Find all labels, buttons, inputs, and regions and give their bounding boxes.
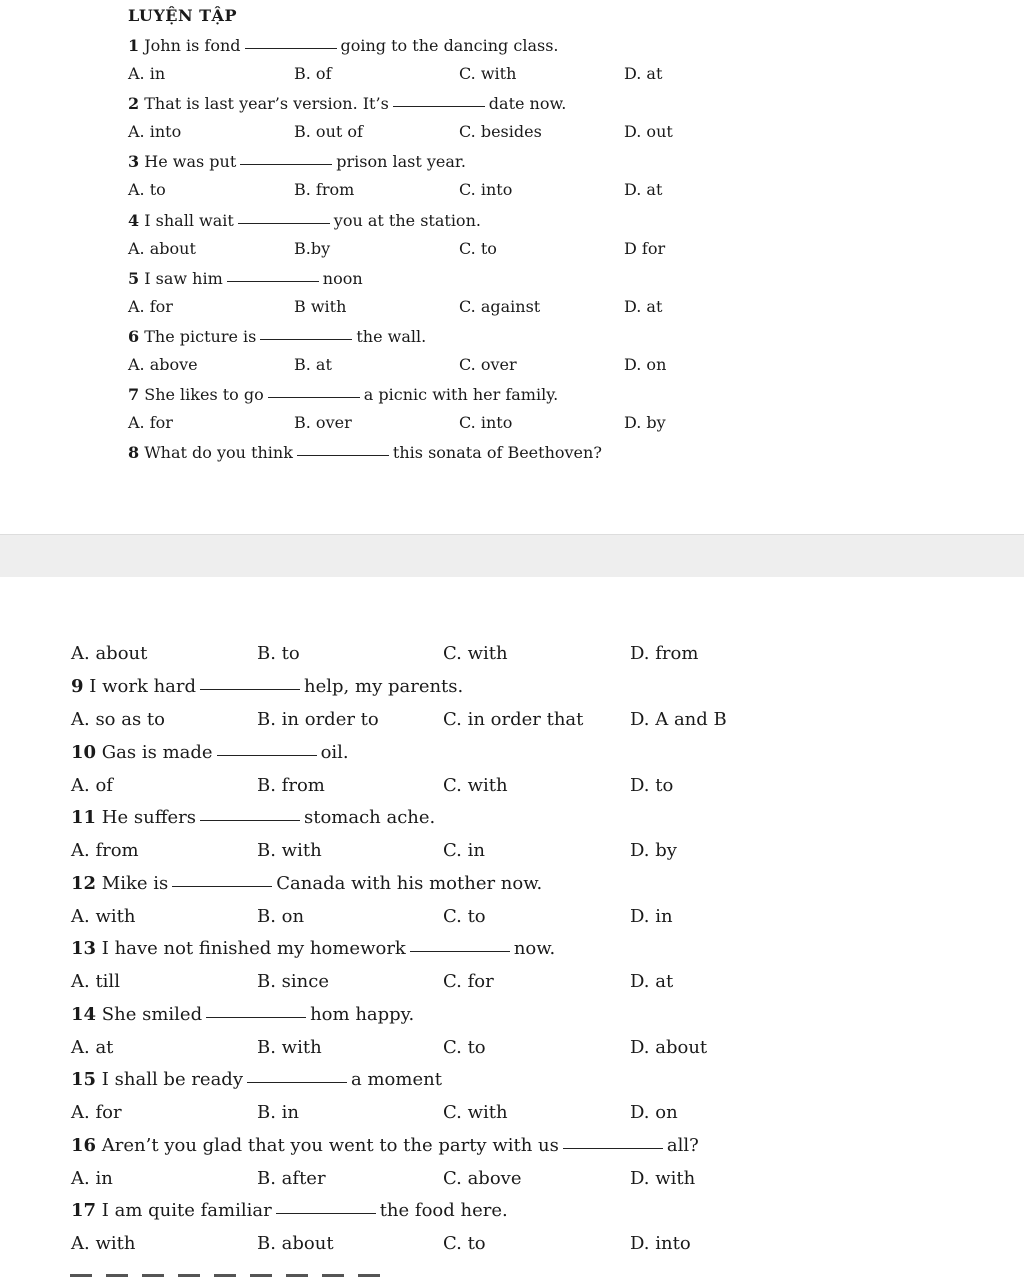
question-text-after: hom happy.	[310, 1003, 415, 1025]
question-text-before: Aren’t you glad that you went to the party with us	[101, 1134, 559, 1156]
question-number: 9	[71, 676, 84, 697]
question-number: 13	[71, 938, 97, 959]
question-text-before: I saw him	[144, 268, 223, 288]
answer-blank	[247, 1081, 347, 1083]
option-15-d: D. on	[630, 1102, 678, 1123]
question-text-after: now.	[513, 938, 556, 959]
question-text-before: I shall wait	[144, 210, 234, 230]
question-text-before: That is last year’s version. It’s	[144, 94, 389, 114]
question-12	[71, 873, 542, 894]
option-1-c: C. with	[459, 64, 517, 83]
answer-blank	[260, 338, 352, 340]
option-13-c: C. for	[443, 971, 494, 992]
question-text-after: the wall.	[356, 327, 427, 346]
answer-blank	[410, 950, 510, 952]
option-2-c: C. besides	[459, 122, 542, 142]
option-8-d: D. from	[630, 643, 699, 664]
question-text-before: John is fond	[144, 36, 241, 55]
option-17-d: D. into	[630, 1233, 691, 1254]
option-10-a: A. of	[71, 774, 113, 796]
option-13-d: D. at	[630, 971, 674, 992]
option-2-b: B. out of	[294, 122, 363, 142]
question-number: 15	[71, 1069, 97, 1090]
option-13-b: B. since	[257, 971, 329, 992]
option-12-d: D. in	[630, 905, 673, 927]
option-16-d: D. with	[630, 1167, 696, 1189]
option-11-b: B. with	[257, 840, 322, 861]
option-4-a: A. about	[128, 238, 196, 258]
option-15-a: A. for	[71, 1102, 122, 1123]
question-number: 1	[128, 36, 140, 55]
option-4-d: D for	[624, 238, 666, 258]
option-11-a: A. from	[71, 840, 139, 861]
option-14-d: D. about	[630, 1036, 708, 1058]
question-text-after: going to the dancing class.	[340, 36, 559, 55]
option-14-c: C. to	[443, 1036, 486, 1058]
answer-blank	[200, 819, 300, 821]
option-10-c: C. with	[443, 774, 508, 796]
question-11	[71, 807, 435, 828]
question-number: 6	[128, 327, 140, 346]
question-3	[128, 152, 466, 171]
answer-blank	[227, 280, 319, 282]
question-9	[71, 676, 463, 697]
worksheet-page-2	[0, 577, 1024, 1280]
question-number: 2	[128, 94, 140, 114]
question-number: 4	[128, 210, 140, 230]
option-7-c: C. into	[459, 413, 513, 433]
option-1-d: D. at	[624, 64, 663, 83]
question-text-before: Gas is made	[101, 741, 213, 763]
question-number: 8	[128, 443, 140, 463]
option-12-a: A. with	[71, 905, 136, 927]
question-2	[128, 94, 566, 113]
option-17-a: A. with	[71, 1233, 136, 1254]
question-7	[128, 385, 558, 404]
option-7-d: D. by	[624, 413, 666, 433]
question-number: 7	[128, 385, 140, 405]
question-text-before: Mike is	[101, 872, 169, 894]
answer-blank	[297, 454, 389, 456]
question-number: 14	[71, 1003, 97, 1025]
option-5-d: D. at	[624, 296, 663, 316]
option-9-c: C. in order that	[443, 709, 584, 730]
option-9-d: D. A and B	[630, 709, 727, 730]
option-10-b: B. from	[257, 774, 325, 796]
question-6	[128, 327, 426, 346]
option-10-d: D. to	[630, 774, 674, 796]
option-3-c: C. into	[459, 180, 513, 200]
answer-blank	[240, 163, 332, 165]
answer-blank	[200, 688, 300, 690]
question-5	[128, 269, 363, 288]
answer-blank	[238, 222, 330, 224]
question-text-after: help, my parents.	[304, 676, 464, 697]
question-text-after: stomach ache.	[303, 807, 436, 828]
question-text-after: date now.	[488, 94, 567, 114]
option-14-b: B. with	[257, 1036, 322, 1058]
option-11-d: D. by	[630, 840, 677, 861]
question-16	[71, 1135, 699, 1156]
question-1	[128, 36, 558, 55]
question-text-before: She likes to go	[144, 385, 264, 405]
option-15-b: B. in	[257, 1102, 300, 1123]
question-text-after: you at the station.	[333, 210, 481, 230]
question-text-before: I shall be ready	[101, 1069, 244, 1090]
option-6-a: A. above	[128, 355, 198, 374]
question-14	[71, 1004, 414, 1025]
option-7-b: B. over	[294, 413, 352, 433]
question-text-after: this sonata of Beethoven?	[392, 443, 602, 463]
option-1-a: A. in	[128, 64, 166, 83]
answer-blank	[206, 1016, 306, 1018]
answer-blank	[276, 1212, 376, 1214]
question-text-after: a picnic with her family.	[363, 385, 559, 405]
option-8-a: A. about	[71, 643, 148, 664]
option-4-c: C. to	[459, 238, 497, 258]
option-4-b: B.by	[294, 238, 331, 258]
option-2-a: A. into	[128, 122, 182, 142]
option-3-a: A. to	[128, 180, 166, 200]
question-15	[71, 1069, 442, 1090]
question-text-after: Canada with his mother now.	[276, 872, 543, 894]
option-11-c: C. in	[443, 840, 485, 861]
page-separator	[0, 534, 1024, 578]
option-16-c: C. above	[443, 1167, 522, 1189]
cut-off-next-line	[70, 1274, 430, 1282]
option-5-a: A. for	[128, 296, 173, 316]
question-text-before: She smiled	[101, 1003, 203, 1025]
option-17-c: C. to	[443, 1233, 486, 1254]
answer-blank	[563, 1147, 663, 1149]
question-number: 3	[128, 152, 140, 172]
answer-blank	[393, 105, 485, 107]
worksheet-page-1	[0, 0, 1024, 534]
option-9-a: A. so as to	[71, 709, 165, 730]
question-text-before: What do you think	[144, 443, 293, 463]
option-12-b: B. on	[257, 905, 305, 927]
option-17-b: B. about	[257, 1233, 334, 1254]
question-text-before: I have not finished my homework	[101, 938, 406, 959]
option-9-b: B. in order to	[257, 709, 379, 730]
option-6-d: D. on	[624, 355, 667, 374]
option-6-b: B. at	[294, 355, 332, 374]
option-16-b: B. after	[257, 1167, 326, 1189]
option-2-d: D. out	[624, 122, 673, 142]
worksheet-title: LUYỆN TẬP	[128, 6, 237, 25]
question-text-after: all?	[666, 1134, 699, 1156]
option-13-a: A. till	[71, 971, 120, 992]
question-text-before: He was put	[144, 152, 237, 172]
question-text-after: prison last year.	[336, 152, 466, 172]
question-text-after: oil.	[320, 741, 349, 763]
question-text-before: I work hard	[89, 676, 197, 697]
option-14-a: A. at	[71, 1036, 114, 1058]
answer-blank	[172, 885, 272, 887]
option-7-a: A. for	[128, 413, 173, 433]
option-15-c: C. with	[443, 1102, 508, 1123]
question-number: 10	[71, 741, 97, 763]
question-number: 16	[71, 1134, 97, 1156]
option-3-b: B. from	[294, 180, 355, 200]
question-8	[128, 443, 602, 462]
question-10	[71, 742, 349, 763]
answer-blank	[268, 396, 360, 398]
question-13	[71, 938, 555, 959]
option-1-b: B. of	[294, 64, 332, 83]
question-number: 12	[71, 872, 97, 894]
option-6-c: C. over	[459, 355, 517, 374]
answer-blank	[245, 47, 337, 49]
question-text-before: He suffers	[101, 807, 196, 828]
option-12-c: C. to	[443, 905, 486, 927]
question-17	[71, 1200, 508, 1221]
question-text-after: the food here.	[379, 1200, 508, 1221]
question-text-before: I am quite familiar	[101, 1200, 272, 1221]
question-number: 17	[71, 1200, 97, 1221]
question-4	[128, 211, 481, 230]
question-number: 11	[71, 807, 97, 828]
question-text-before: The picture is	[144, 327, 257, 346]
question-number: 5	[128, 268, 140, 288]
question-text-after: a moment	[351, 1069, 442, 1090]
option-16-a: A. in	[71, 1167, 113, 1189]
option-5-b: B with	[294, 296, 347, 316]
option-8-c: C. with	[443, 643, 508, 664]
option-8-b: B. to	[257, 643, 300, 664]
option-5-c: C. against	[459, 296, 541, 316]
answer-blank	[217, 754, 317, 756]
option-3-d: D. at	[624, 180, 663, 200]
question-text-after: noon	[322, 268, 363, 288]
